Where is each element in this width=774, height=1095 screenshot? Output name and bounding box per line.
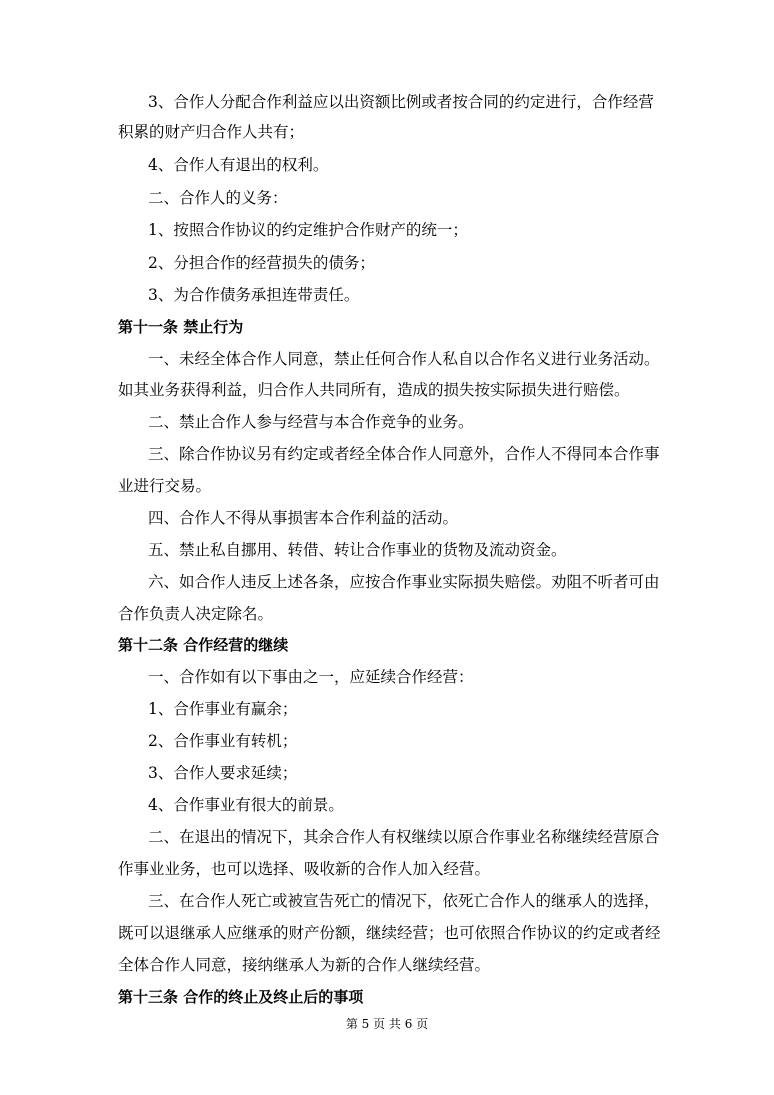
paragraph-line: 1、按照合作协议的约定维护合作财产的统一； [148, 221, 468, 239]
paragraph-line: 五、禁止私自挪用、转借、转让合作事业的货物及流动资金。 [148, 541, 567, 559]
paragraph-line: 如其业务获得利益，归合作人共同所有，造成的损失按实际损失进行赔偿。 [118, 381, 630, 399]
paragraph-line: 六、如合作人违反上述各条，应按合作事业实际损失赔偿。劝阻不听者可由 [148, 573, 660, 591]
paragraph-line: 二、禁止合作人参与经营与本合作竞争的业务。 [148, 413, 474, 431]
paragraph-line: 2、合作事业有转机； [148, 732, 298, 750]
section-heading: 第十一条 禁止行为 [118, 318, 244, 336]
section-heading: 第十二条 合作经营的继续 [118, 636, 289, 654]
paragraph-line: 4、合作事业有很大的前景。 [148, 796, 344, 814]
paragraph-line: 业进行交易。 [118, 477, 212, 495]
paragraph-line: 作事业业务，也可以选择、吸收新的合作人加入经营。 [118, 860, 491, 878]
paragraph-line: 3、合作人分配合作利益应以出资额比例或者按合同的约定进行，合作经营 [148, 93, 654, 111]
paragraph-line: 一、合作如有以下事由之一，应延续合作经营： [148, 668, 474, 686]
paragraph-line: 3、合作人要求延续； [148, 764, 298, 782]
paragraph-line: 二、在退出的情况下，其余合作人有权继续以原合作事业名称继续经营原合 [148, 828, 660, 846]
paragraph-line: 四、合作人不得从事损害本合作利益的活动。 [148, 509, 459, 527]
paragraph-line: 4、合作人有退出的权利。 [148, 156, 329, 174]
paragraph-line: 3、为合作债务承担连带责任。 [148, 286, 360, 304]
paragraph-line: 三、除合作协议另有约定或者经全体合作人同意外，合作人不得同本合作事 [148, 445, 660, 463]
paragraph-line: 一、未经全体合作人同意，禁止任何合作人私自以合作名义进行业务活动。 [148, 350, 660, 368]
paragraph-line: 积累的财产归合作人共有； [118, 123, 305, 141]
paragraph-line: 二、合作人的义务： [148, 189, 288, 207]
page-number-footer: 第 5 页 共 6 页 [345, 1017, 429, 1031]
paragraph-line: 既可以退继承人应继承的财产份额，继续经营；也可依照合作协议的约定或者经 [118, 924, 661, 942]
paragraph-line: 1、合作事业有赢余； [148, 700, 298, 718]
paragraph-line: 合作负责人决定除名。 [118, 605, 274, 623]
paragraph-line: 2、分担合作的经营损失的债务； [148, 254, 375, 272]
paragraph-line: 三、在合作人死亡或被宣告死亡的情况下，依死亡合作人的继承人的选择， [148, 892, 660, 910]
paragraph-line: 全体合作人同意，接纳继承人为新的合作人继续经营。 [118, 956, 491, 974]
section-heading: 第十三条 合作的终止及终止后的事项 [118, 988, 364, 1006]
